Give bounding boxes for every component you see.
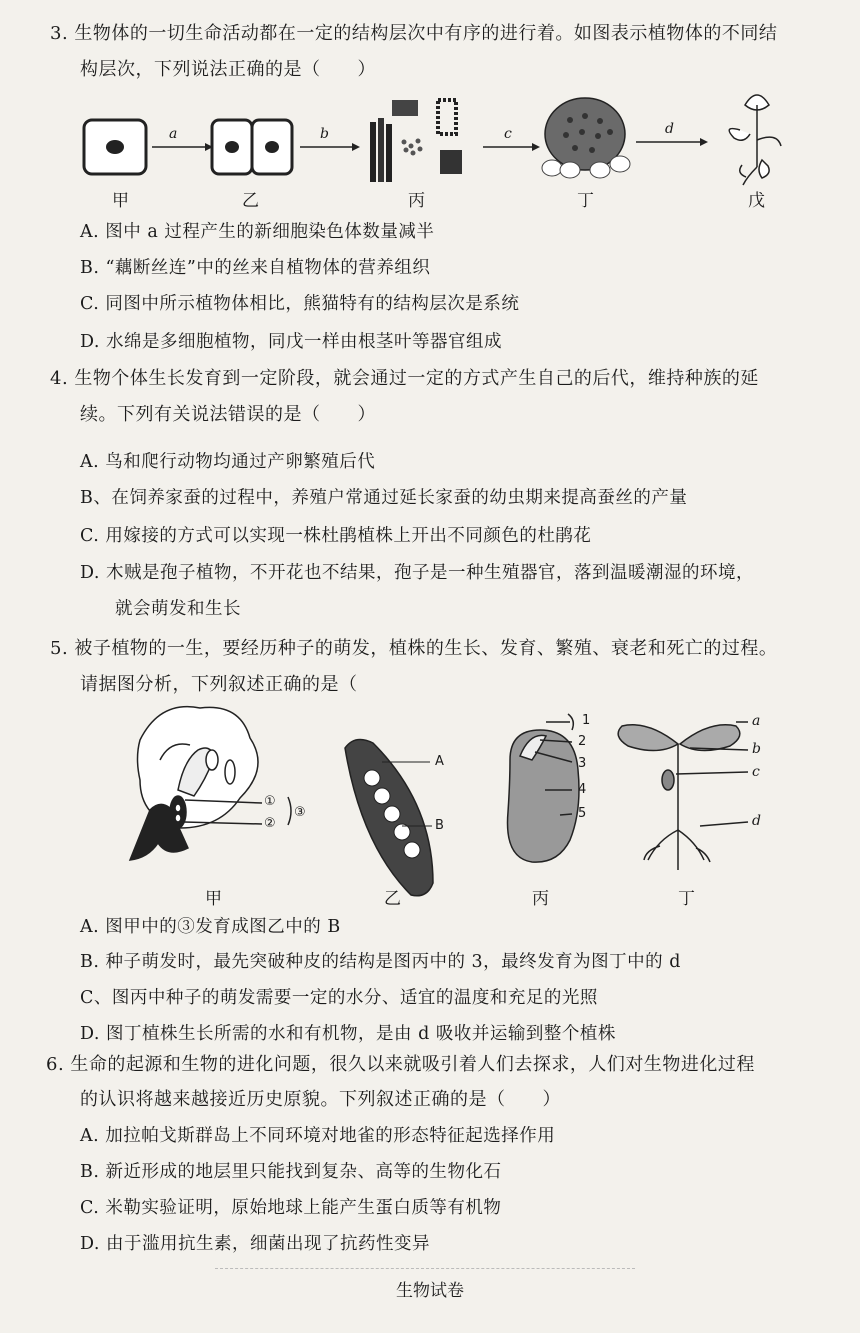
pod-yi-diagram xyxy=(345,739,433,895)
q3-label-jia: 甲 xyxy=(112,191,129,211)
bing-mark-4: 4 xyxy=(578,782,587,797)
bing-mark-3: 3 xyxy=(578,756,587,771)
q4-option-c: C. 用嫁接的方式可以实现一株杜鹃植株上开出不同颜色的杜鹃花 xyxy=(80,526,592,546)
q5-label-yi: 乙 xyxy=(384,889,401,909)
footer-divider xyxy=(215,1268,635,1269)
arrow-c-label: c xyxy=(504,126,512,142)
q4-stem-line2: 续。下列有关说法错误的是（ ） xyxy=(80,404,376,425)
q4-option-b: B、在饲养家蚕的过程中，养殖户常通过延长家蚕的幼虫期来提高蚕丝的产量 xyxy=(80,488,688,508)
q5-stem-line1: 5. 被子植物的一生，要经历种子的萌发，植株的生长、发育、繁殖、衰老和死亡的过程。 xyxy=(50,638,778,659)
q3-label-yi: 乙 xyxy=(242,191,259,211)
q6-option-c: C. 米勒实验证明，原始地球上能产生蛋白质等有机物 xyxy=(80,1198,502,1218)
bing-mark-5: 5 xyxy=(578,806,587,821)
seedling-ding-diagram xyxy=(618,722,748,870)
q6-option-a: A. 加拉帕戈斯群岛上不同环境对地雀的形态特征起选择作用 xyxy=(80,1126,556,1146)
q6-stem-line2: 的认识将越来越接近历史原貌。下列叙述正确的是（ ） xyxy=(80,1089,561,1110)
q5-label-bing: 丙 xyxy=(532,889,549,909)
q3-label-ding: 丁 xyxy=(577,191,594,211)
q5-option-b: B. 种子萌发时，最先突破种皮的结构是图丙中的 3，最终发育为图丁中的 d xyxy=(80,952,681,972)
q4-option-d: D. 木贼是孢子植物，不开花也不结果，孢子是一种生殖器官，落到温暖潮湿的环境， xyxy=(80,563,755,583)
q5-option-a: A. 图甲中的③发育成图乙中的 B xyxy=(80,917,341,937)
ding-mark-b: b xyxy=(752,741,761,757)
seed-bing-diagram xyxy=(508,714,580,862)
arrow-b-label: b xyxy=(320,126,329,142)
q4-option-a: A. 鸟和爬行动物均通过产卵繁殖后代 xyxy=(80,452,376,472)
jia-mark-1: ① xyxy=(264,794,276,809)
flower-jia-diagram xyxy=(130,707,291,860)
q3-option-b: B. “藕断丝连”中的丝来自植物体的营养组织 xyxy=(80,258,431,278)
ding-mark-c: c xyxy=(752,764,760,780)
arrow-d-label: d xyxy=(665,121,674,137)
jia-mark-2: ② xyxy=(264,816,276,831)
q5-label-jia: 甲 xyxy=(205,889,222,909)
q3-option-d: D. 水绵是多细胞植物，同戊一样由根茎叶等器官组成 xyxy=(80,332,503,352)
q3-option-a: A. 图中 a 过程产生的新细胞染色体数量减半 xyxy=(80,222,435,242)
q4-stem-line1: 4. 生物个体生长发育到一定阶段，就会通过一定的方式产生自己的后代，维持种族的延 xyxy=(50,368,759,389)
yi-mark-b: B xyxy=(435,818,444,833)
bing-mark-1: 1 xyxy=(582,713,591,728)
q6-option-b: B. 新近形成的地层里只能找到复杂、高等的生物化石 xyxy=(80,1162,502,1182)
q3-stem-line1: 3. 生物体的一切生命活动都在一定的结构层次中有序的进行着。如图表示植物体的不同结 xyxy=(50,23,778,44)
q6-option-d: D. 由于滥用抗生素，细菌出现了抗药性变异 xyxy=(80,1234,431,1254)
q5-option-d: D. 图丁植株生长所需的水和有机物，是由 d 吸收并运输到整个植株 xyxy=(80,1024,616,1044)
ding-mark-d: d xyxy=(752,813,761,829)
q6-stem-line1: 6. 生命的起源和生物的进化问题，很久以来就吸引着人们去探求，人们对生物进化过程 xyxy=(46,1054,755,1075)
q5-label-ding: 丁 xyxy=(678,889,695,909)
q3-option-c: C. 同图中所示植物体相比，熊猫特有的结构层次是系统 xyxy=(80,294,520,314)
q3-stem-line2: 构层次，下列说法正确的是（ ） xyxy=(80,59,376,80)
q5-stem-line2: 请据图分析，下列叙述正确的是（ xyxy=(80,674,358,695)
yi-mark-a: A xyxy=(435,754,444,769)
arrow-a-label: a xyxy=(169,126,178,142)
jia-mark-3: ③ xyxy=(294,805,306,820)
q5-option-c: C、图丙中种子的萌发需要一定的水分、适宜的温度和充足的光照 xyxy=(80,988,598,1008)
q4-option-d-cont: 就会萌发和生长 xyxy=(115,599,241,619)
ding-mark-a: a xyxy=(752,713,761,729)
page-footer: 生物试卷 xyxy=(396,1281,464,1301)
q3-label-wu: 戊 xyxy=(748,191,765,211)
bing-mark-2: 2 xyxy=(578,734,587,749)
q3-label-bing: 丙 xyxy=(408,191,425,211)
